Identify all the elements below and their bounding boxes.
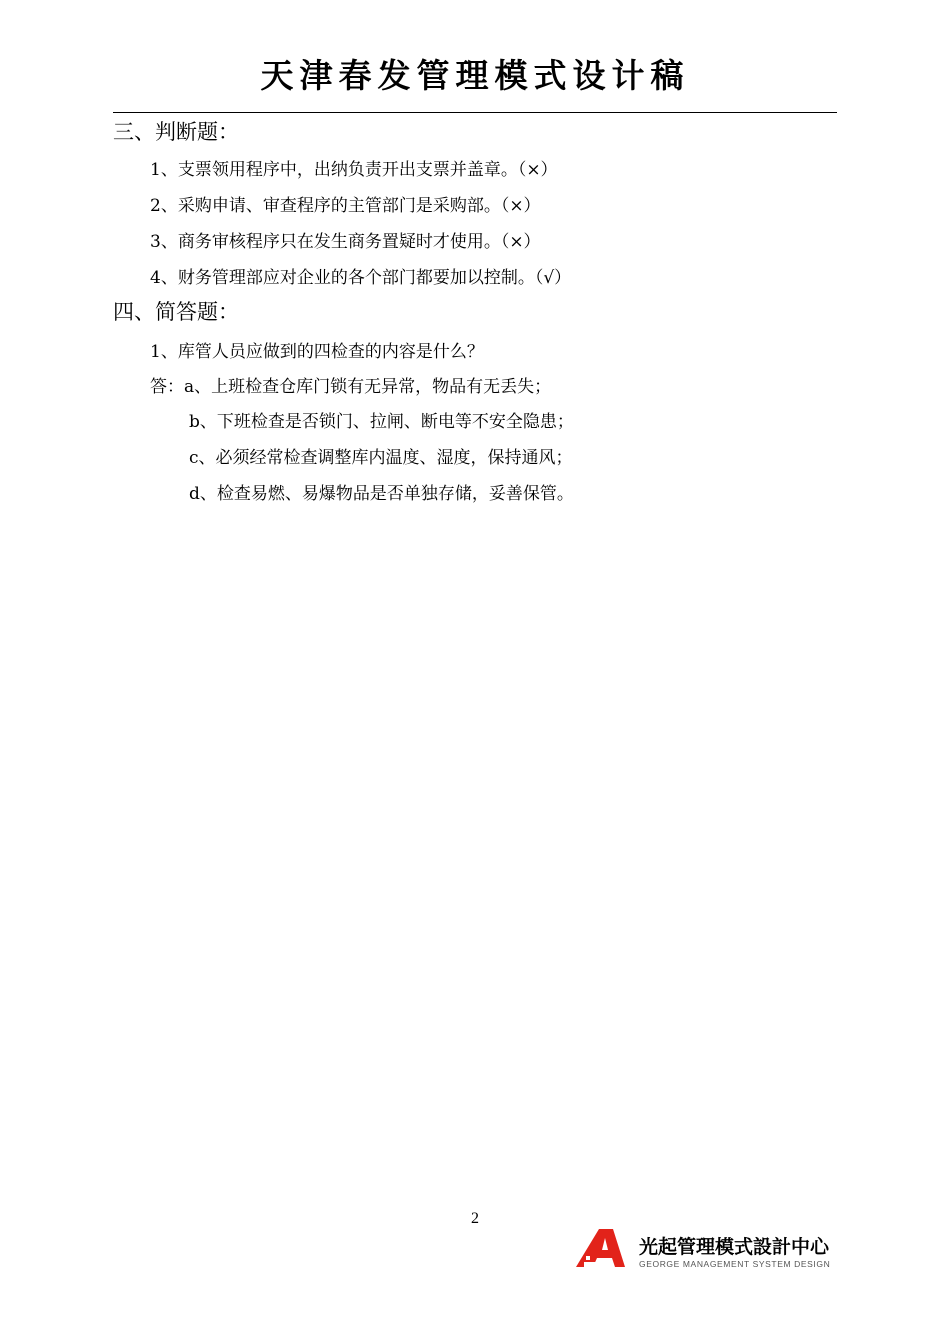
header-rule bbox=[113, 112, 837, 113]
question-text: 1、库管人员应做到的四检查的内容是什么？ bbox=[150, 342, 484, 362]
answer-line: d、检查易燃、易爆物品是否单独存储，妥善保管。 bbox=[189, 484, 574, 504]
company-logo bbox=[575, 1228, 840, 1272]
judgement-item: 1、支票领用程序中，出纳负责开出支票并盖章。（×） bbox=[150, 160, 558, 180]
judgement-item: 4、财务管理部应对企业的各个部门都要加以控制。（√） bbox=[150, 268, 572, 288]
section-heading-short-answer: 四、简答题： bbox=[113, 300, 239, 324]
judgement-item: 2、采购申请、审查程序的主管部门是采购部。（×） bbox=[150, 196, 541, 216]
document-title: 天津春发管理模式设计稿 bbox=[260, 56, 690, 95]
logo-english-name: GEORGE MANAGEMENT SYSTEM DESIGN bbox=[639, 1259, 831, 1269]
page-number: 2 bbox=[471, 1210, 479, 1227]
answer-line: 答：a、上班检查仓库门锁有无异常，物品有无丢失； bbox=[150, 377, 552, 397]
section-heading-judgement: 三、判断题： bbox=[113, 120, 239, 144]
answer-line: c、必须经常检查调整库内温度、湿度，保持通风； bbox=[189, 448, 573, 468]
logo-a-mark-icon bbox=[575, 1228, 633, 1268]
judgement-item: 3、商务审核程序只在发生商务置疑时才使用。（×） bbox=[150, 232, 541, 252]
answer-line: b、下班检查是否锁门、拉闸、断电等不安全隐患； bbox=[189, 412, 574, 432]
logo-chinese-name: 光起管理模式設計中心 bbox=[639, 1236, 830, 1258]
